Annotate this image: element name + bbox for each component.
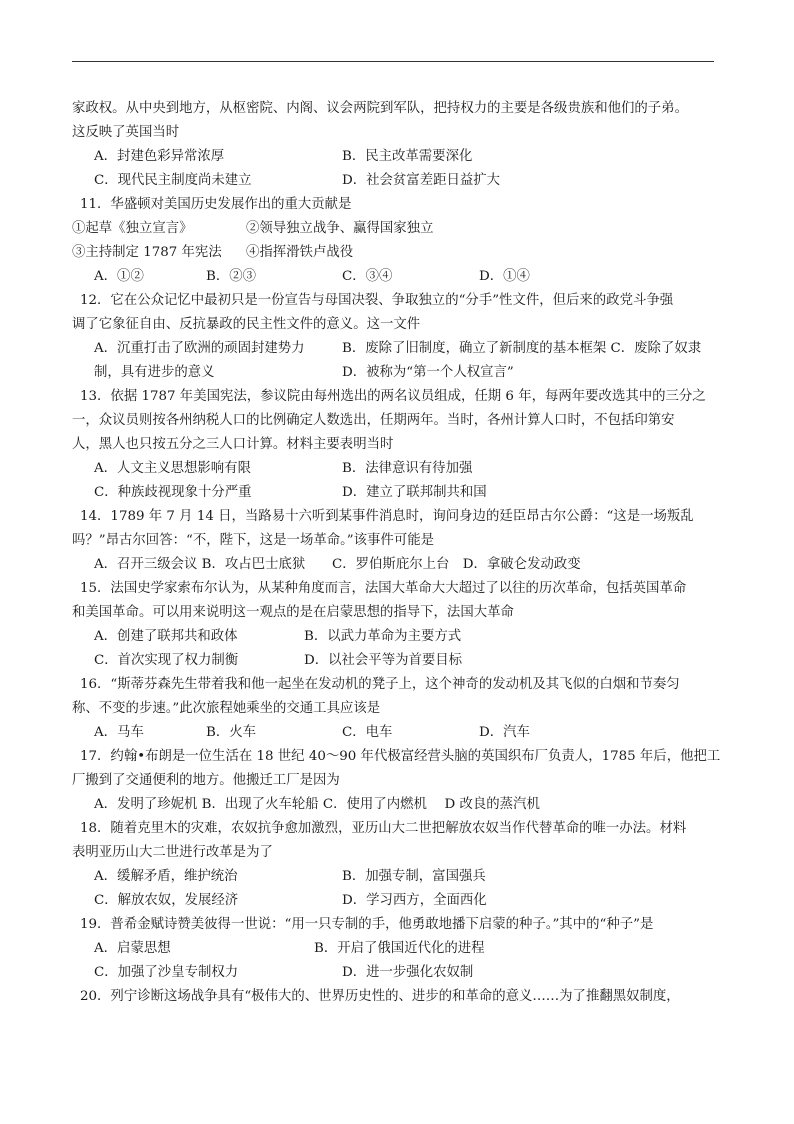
q17-options: A．发明了珍妮机 B．出现了火车轮船 C．使用了内燃机 D 改良的蒸汽机 — [94, 797, 540, 812]
q13-option-a: A．人文主义思想影响有限 — [94, 461, 251, 476]
intro-line-2: 这反映了英国当时 — [72, 125, 180, 140]
q13-stem-1: 13．依据 1787 年美国宪法，参议院由每州选出的两名议员组成，任期 6 年，每两年要改选其中的三分之 — [80, 389, 706, 404]
intro-line-1: 家政权。从中央到地方，从枢密院、内阁、议会两院到军队，把持权力的主要是各级贵族和他们的子弟。 — [72, 101, 688, 116]
q16-option-c: C．电车 — [342, 725, 393, 740]
q18-option-d: D．学习西方，全面西化 — [342, 893, 487, 908]
q18-option-c: C．解放农奴，发展经济 — [94, 893, 239, 908]
q12-option-b: B．废除了旧制度，确立了新制度的基本框架 C．废除了奴隶 — [342, 341, 702, 356]
q19-stem: 19．普希金赋诗赞美彼得一世说：“用一只专制的手，他勇敢地播下启蒙的种子。”其中的“种子”是 — [80, 917, 654, 932]
q11-item-3: ③主持制定 1787 年宪法 — [72, 245, 222, 260]
q15-option-b: B．以武力革命为主要方式 — [304, 629, 462, 644]
option-d: D．社会贫富差距日益扩大 — [342, 173, 501, 188]
q19-option-d: D．进一步强化农奴制 — [342, 965, 474, 980]
q13-option-d: D．建立了联邦制共和国 — [342, 485, 487, 500]
q18-stem-1: 18．随着克里木的灾难，农奴抗争愈加激烈，亚历山大二世把解放农奴当作代替革命的唯一办法。材料 — [80, 821, 687, 836]
q13-option-c: C．种族歧视现象十分严重 — [94, 485, 252, 500]
q20-stem: 20．列宁诊断这场战争具有“极伟大的、世界历史性的、进步的和革命的意义……为了推翻黑奴制度， — [80, 989, 680, 1004]
q16-option-a: A．马车 — [94, 725, 144, 740]
option-a: A．封建色彩异常浓厚 — [94, 149, 225, 164]
q11-option-b: B．②③ — [206, 269, 257, 284]
q11-stem: 11．华盛顿对美国历史发展作出的重大贡献是 — [80, 197, 352, 212]
q11-item-2: ②领导独立战争、赢得国家独立 — [246, 221, 434, 236]
q15-stem-1: 15．法国史学家索布尔认为，从某种角度而言，法国大革命大大超过了以往的历次革命，包括英国革命 — [80, 581, 687, 596]
q19-option-b: B．开启了俄国近代化的进程 — [314, 941, 485, 956]
q18-stem-2: 表明亚历山大二世进行改革是为了 — [72, 845, 273, 860]
option-c: C．现代民主制度尚未建立 — [94, 173, 252, 188]
q13-stem-2: 一，众议员则按各州纳税人口的比例确定人数选出，任期两年。当时，各州计算人口时，不包括印第安 — [72, 413, 675, 428]
q11-option-d: D．①④ — [479, 269, 530, 284]
q16-stem-2: 称、不变的步速。”此次旅程她乘坐的交通工具应该是 — [72, 701, 381, 716]
q16-stem-1: 16．“斯蒂芬森先生带着我和他一起坐在发动机的凳子上，这个神奇的发动机及其飞似的白烟和节奏匀 — [80, 677, 680, 692]
header-rule — [72, 61, 714, 62]
q19-option-a: A．启蒙思想 — [94, 941, 171, 956]
q16-option-b: B．火车 — [206, 725, 257, 740]
q12-option-a: A．沉重打击了欧洲的顽固封建势力 — [94, 341, 305, 356]
q12-stem-2: 调了它象征自由、反抗暴政的民主性文件的意义。这一文件 — [72, 317, 421, 332]
q12-option-c-cont: 制，具有进步的意义 — [94, 365, 215, 380]
q14-stem-1: 14．1789 年 7 月 14 日，当路易十六听到某事件消息时，询问身边的廷臣昂古尔公爵：“这是一场叛乱 — [80, 509, 694, 524]
q14-stem-2: 吗？”昂古尔回答：“不，陛下，这是一场革命。”该事件可能是 — [72, 533, 434, 548]
q15-stem-2: 和美国革命。可以用来说明这一观点的是在启蒙思想的指导下，法国大革命 — [72, 605, 514, 620]
q15-option-c: C．首次实现了权力制衡 — [94, 653, 239, 668]
q17-stem-1: 17．约翰•布朗是一位生活在 18 世纪 40～90 年代极富经营头脑的英国织布厂负责人，1785 年后，他把工 — [80, 749, 721, 764]
q19-option-c: C．加强了沙皇专制权力 — [94, 965, 239, 980]
q11-option-c: C．③④ — [342, 269, 393, 284]
q12-stem-1: 12．它在公众记忆中最初只是一份宣告与母国决裂、争取独立的“分手”性文件，但后来的政党斗争强 — [80, 293, 674, 308]
q16-option-d: D．汽车 — [479, 725, 530, 740]
q14-options: A．召开三级会议 B．攻占巴士底狱 C．罗伯斯庇尔上台 D．拿破仑发动政变 — [94, 557, 581, 572]
q15-option-d: D．以社会平等为首要目标 — [304, 653, 463, 668]
q11-item-4: ④指挥滑铁卢战役 — [246, 245, 354, 260]
q15-option-a: A．创建了联邦共和政体 — [94, 629, 238, 644]
q18-option-b: B．加强专制，富国强兵 — [342, 869, 486, 884]
q17-stem-2: 厂搬到了交通便利的地方。他搬迁工厂是因为 — [72, 773, 340, 788]
q13-option-b: B．法律意识有待加强 — [342, 461, 473, 476]
q18-option-a: A．缓解矛盾，维护统治 — [94, 869, 238, 884]
option-b: B．民主改革需要深化 — [342, 149, 473, 164]
q11-item-1: ①起草《独立宣言》 — [72, 221, 193, 236]
q11-option-a: A．①② — [94, 269, 144, 284]
q12-option-d: D．被称为“第一个人权宣言” — [342, 365, 514, 380]
q13-stem-3: 人，黑人也只按五分之三人口计算。材料主要表明当时 — [72, 437, 394, 452]
